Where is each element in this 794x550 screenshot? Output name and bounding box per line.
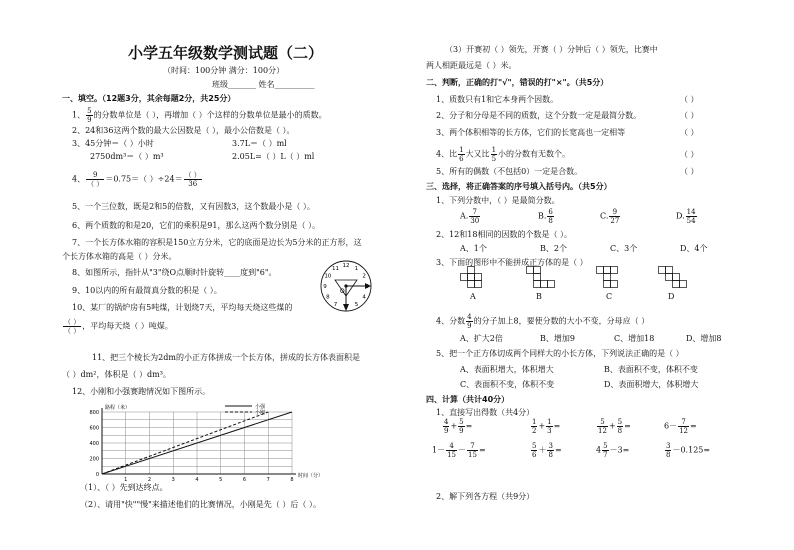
- net-square: [468, 274, 475, 281]
- calc-item: $\frac{5}{12}$ + $\frac{5}{8}$ =: [598, 418, 631, 435]
- clock-number: 11: [332, 265, 339, 272]
- choice-3: 3、下面的图形中不能拼成正方体的是（ ）: [436, 258, 588, 267]
- clock-number: 5: [354, 302, 359, 309]
- net-label-d: D: [668, 292, 675, 301]
- clock-number: 7: [333, 302, 338, 309]
- choice-1: 1、下列分数中，（ ）是最简分数。: [436, 196, 560, 205]
- fraction: $\frac{4}{9}$: [467, 313, 472, 330]
- calc-item: 6－ $\frac{7}{12}$ =: [664, 418, 697, 435]
- net-square: [475, 281, 482, 288]
- section-calculation: 四、计算（共计40分）: [426, 395, 510, 404]
- question-12-1: （1）、（ ）先到达终点。: [80, 483, 168, 492]
- judge-3: 3、两个体积相等的长方体，它们的长宽高也一定相等: [436, 128, 626, 137]
- clock-number: 2: [362, 273, 366, 280]
- question-6: 6、两个质数的和是20，它们的乘积是91，那么这两个数分别是（ ）。: [72, 221, 320, 230]
- choice-2-option-a: A、1个: [460, 244, 487, 253]
- fraction: $\frac{1}{5}$: [491, 146, 497, 163]
- legend-label: 小强: [255, 404, 266, 410]
- page-title: 小学五年级数学测试题（二）: [128, 44, 324, 62]
- cube-nets-figure: [460, 266, 720, 306]
- choice-5-option-b: B、表面积不变，体积不变: [604, 365, 698, 374]
- judge-4-paren: （ ）: [680, 150, 699, 159]
- choice-2-option-b: B、2个: [540, 244, 567, 253]
- choice-5-option-a: A、表面积增大，体积增大: [460, 365, 554, 374]
- fraction: $\frac{1}{6}$: [459, 146, 464, 163]
- choice-4-option-d: D、增加8: [686, 334, 722, 343]
- net-square: [666, 274, 673, 281]
- judge-5-paren: （ ）: [680, 167, 699, 176]
- calc-item: $\frac{5}{6}$ ＋ $\frac{3}{8}$ =: [532, 442, 562, 459]
- choice-5-option-c: C、表面积不变，体积不变: [460, 380, 555, 389]
- choice-2-option-d: D、4个: [680, 244, 708, 253]
- y-tick-label: 600: [89, 425, 99, 432]
- calc-item: $\frac{3}{8}$ －0.125=: [666, 442, 711, 459]
- net-square: [680, 281, 687, 288]
- calc-2-title: 2、解下列各方程（共9分）: [436, 492, 535, 501]
- choice-1-option-d: D. $\frac{14}{54}$: [676, 208, 696, 225]
- question-1: 1、 $\frac{5}{9}$ 的分数单位是（ ），再增加（ ）个这样的分数单位是最小的质数。: [72, 107, 327, 124]
- section-choice: 三、选择，将正确答案的序号填入括号内。（共5分）: [426, 182, 612, 191]
- question-4: 4、 $\frac{9}{( )}$ ＝0.75＝（ ）÷24＝ $\frac{( )}{36}$: [72, 171, 201, 188]
- fraction: $\frac{( )}{36}$: [184, 171, 201, 188]
- judge-5: 5、所有的偶数（不包括0）一定是合数。: [436, 167, 583, 176]
- net-square: [534, 267, 541, 274]
- clock-number: 8: [326, 294, 330, 301]
- fraction: $\frac{( )}{( )}$: [64, 318, 81, 335]
- y-tick-label: 800: [89, 410, 99, 416]
- choice-1-option-b: B. $\frac{6}{8}$: [538, 208, 553, 225]
- judge-4: 4、比 $\frac{1}{6}$ 大又比 $\frac{1}{5}$ 小的分数有无数个。: [436, 146, 571, 163]
- choice-4-option-c: C、增加18: [614, 334, 655, 343]
- x-tick-label: 6: [242, 477, 247, 483]
- clock-number: 1: [354, 265, 359, 272]
- net-square: [611, 267, 618, 274]
- net-square: [548, 281, 555, 288]
- calc-item: $\frac{1}{2}$ + $\frac{1}{3}$ =: [532, 418, 561, 435]
- question-12-2: （2）、请用"快""慢"来描述他们的比赛情况，小刚是先（ ）后（ ）。: [80, 500, 321, 509]
- net-square: [659, 267, 666, 274]
- fraction: $\frac{5}{9}$: [87, 107, 92, 124]
- net-label-c: C: [606, 292, 613, 301]
- calc-item: 1－ $\frac{4}{15}$ － $\frac{7}{15}$ =: [432, 442, 486, 459]
- question-3c: 2750dm³＝（ ）m³: [90, 152, 164, 161]
- judge-1: 1、质数只有1和它本身两个因数。: [436, 95, 559, 104]
- net-square: [666, 267, 673, 274]
- net-label-b: B: [536, 292, 542, 301]
- net-square: [534, 274, 541, 281]
- clock-figure: [312, 256, 382, 316]
- clock-number: 10: [324, 273, 332, 280]
- question-7b: 个长方体水箱的高是（ ）分米。: [62, 252, 177, 261]
- calc-1-title: 1、直接写出得数（共4分）: [436, 408, 535, 417]
- choice-1-options: A. $\frac{7}{30}$: [460, 208, 480, 225]
- section-fill-blank: 一、填空。（12题3分，其余每题2分，共25分）: [62, 94, 236, 103]
- y-tick-label: 0: [95, 472, 99, 478]
- net-square: [527, 267, 534, 274]
- choice-2: 2、12和18相同的因数的个数是（ ）。: [436, 230, 572, 239]
- section-true-false: 二、判断，正确的打"√"，错误的打"×"。（共5分）: [426, 78, 609, 87]
- x-tick-label: 3: [171, 477, 175, 483]
- y-tick-label: 200: [89, 456, 99, 463]
- clock-center-label: O: [340, 288, 345, 295]
- question-10b: $\frac{( )}{( )}$ ，平均每天烧（ ）吨煤。: [64, 318, 173, 335]
- choice-4: 4、分数 $\frac{4}{9}$ 的分子加上8，要使分数的大小不变，分母应（ ）: [436, 313, 650, 330]
- y-tick-label: 400: [89, 441, 99, 447]
- net-square: [611, 281, 618, 288]
- question-10a: 10、某厂的锅炉房有5吨煤，计划烧7天，平均每天烧这些煤的: [72, 303, 293, 312]
- x-tick-label: 2: [147, 477, 152, 483]
- question-3b: 3.7L＝（ ）ml: [232, 139, 287, 148]
- question-2: 2、24和36这两个数的最大公因数是（ ），最小公倍数是（ ）。: [72, 126, 295, 135]
- fraction: $\frac{9}{( )}$: [87, 171, 104, 188]
- race-line-chart: [60, 402, 324, 483]
- question-3a: 3、45分钟＝（ ）小时: [72, 139, 154, 148]
- net-square: [597, 267, 604, 274]
- question-7a: 7、一个长方体水箱的容积是150立方分米，它的底面是边长为5分米的正方形，这: [72, 238, 362, 247]
- net-square: [604, 274, 611, 281]
- clock-number: 9: [323, 284, 327, 290]
- judge-3-paren: （ ）: [680, 128, 699, 137]
- question-12: 12、小刚和小强赛跑情况如下图所示。: [72, 387, 211, 396]
- x-tick-label: 5: [219, 477, 223, 483]
- choice-4-option-a: A、扩大2倍: [460, 334, 503, 343]
- class-name-line: 班级_______ 姓名__________: [212, 80, 315, 89]
- legend-label: 小刚: [255, 410, 266, 416]
- net-square: [673, 274, 680, 281]
- question-12-3b: 两人相距最远是（ ）米。: [426, 61, 517, 70]
- net-square: [534, 281, 541, 288]
- x-tick-label: 1: [124, 477, 128, 483]
- calc-item: 4 $\frac{5}{7}$ －3=: [596, 442, 630, 459]
- net-square: [461, 274, 468, 281]
- choice-4-option-b: B、增加9: [540, 334, 575, 343]
- exam-info: （时间：100分钟 满分：100分）: [163, 66, 285, 75]
- choice-2-option-c: C、3个: [610, 244, 638, 253]
- net-square: [475, 274, 482, 281]
- judge-2-paren: （ ）: [680, 111, 699, 120]
- choice-1-option-c: C. $\frac{9}{27}$: [600, 208, 620, 225]
- x-axis-label: 时间（分）: [298, 473, 324, 479]
- net-square: [541, 281, 548, 288]
- net-square: [604, 267, 611, 274]
- net-square: [468, 281, 475, 288]
- choice-5-option-d: D、表面积增大，体积增大: [604, 380, 699, 389]
- judge-2: 2、分子和分母是不同的质数，这个分数一定是最简分数。: [436, 111, 642, 120]
- x-tick-label: 8: [290, 477, 294, 483]
- question-11b: （ ）dm²，体积是（ ）dm³。: [62, 370, 171, 379]
- question-3d: 2.05L=（ ）L（ ）ml: [232, 152, 315, 161]
- x-tick-label: 7: [266, 477, 270, 483]
- question-5: 5、一个三位数，既是2和5的倍数，又有因数3，这个数最小是（ ）。: [72, 202, 315, 211]
- net-square: [468, 267, 475, 274]
- net-square: [673, 281, 680, 288]
- net-label-a: A: [470, 292, 476, 301]
- x-tick-label: 4: [195, 477, 199, 483]
- calc-item: $\frac{4}{9}$ + $\frac{5}{9}$ =: [444, 418, 473, 435]
- question-8: 8、如图所示，指针从"3"绕O点顺时针旋转____度到"6"。: [72, 268, 277, 277]
- clock-number: 4: [362, 294, 366, 301]
- question-9: 9、10以内的所有最简真分数的积是（ ）。: [72, 286, 222, 295]
- choice-5: 5、把一个正方体切成两个同样大的小长方体，下列说法正确的是（ ）: [436, 349, 684, 358]
- question-12-3a: （3）开赛初（ ）领先，开赛（ ）分钟后（ ）领先，比赛中: [445, 45, 658, 54]
- question-11a: 11、把三个棱长为2dm的小正方体拼成一个长方体，拼成的长方体表面积是: [92, 353, 360, 362]
- y-axis-label: 路程（米）: [105, 405, 131, 411]
- judge-1-paren: （ ）: [680, 95, 699, 104]
- clock-number: 12: [342, 263, 350, 269]
- net-square: [604, 281, 611, 288]
